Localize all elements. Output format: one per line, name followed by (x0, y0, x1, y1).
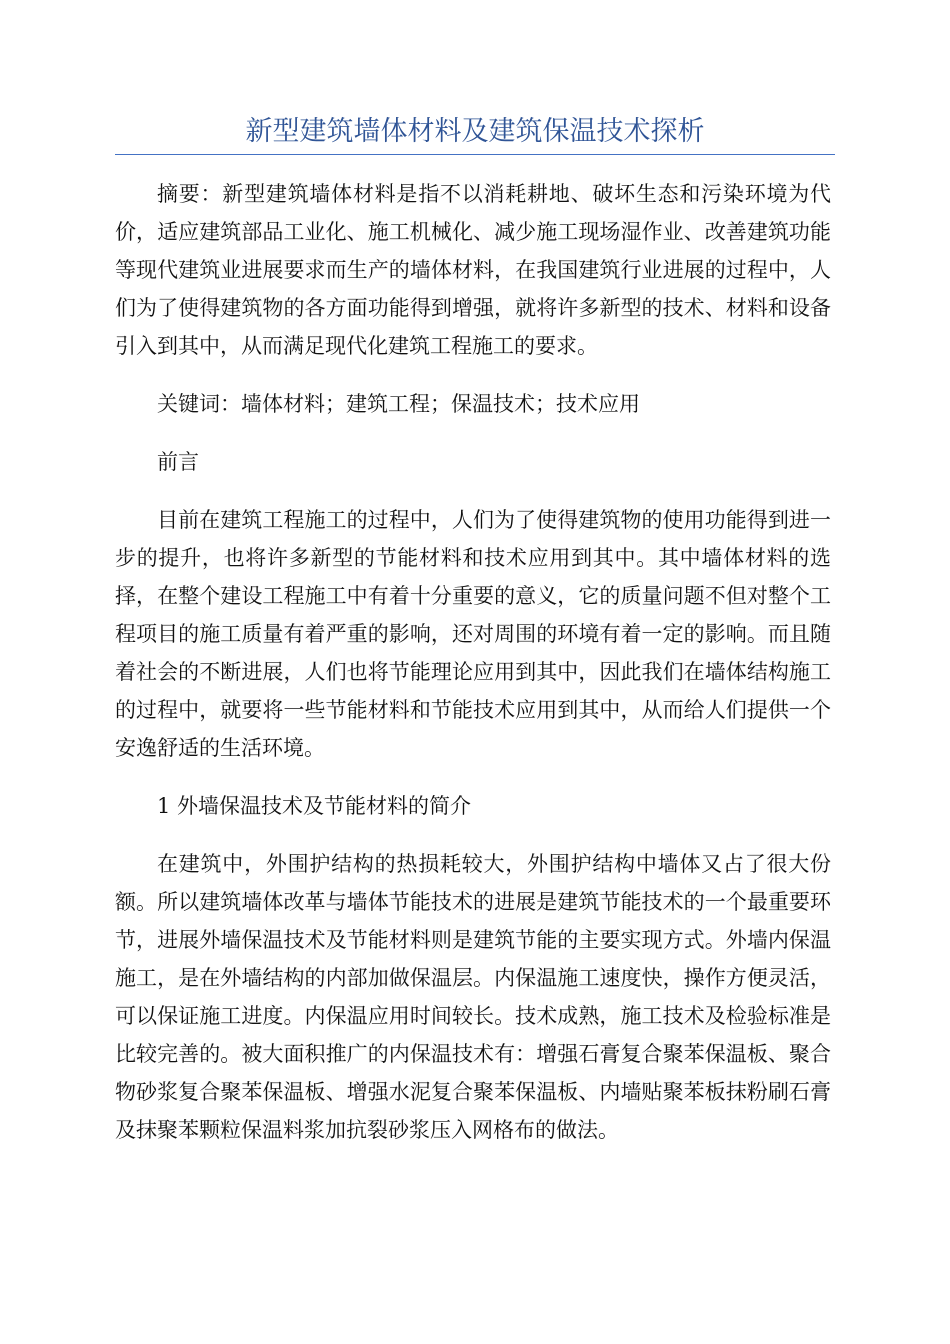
title-block (115, 110, 835, 155)
abstract-paragraph: 摘要：新型建筑墙体材料是指不以消耗耕地、破坏生态和污染环境为代价，适应建筑部品工业化、施工机械化、减少施工现场湿作业、改善建筑功能等现代建筑业进展要求而生产的墙体材料，在我国建筑行业进展的过程中，人们为了使得建筑物的各方面功能得到增强，就将许多新型的技术、材料和设备引入到其中，从而满足现代化建筑工程施工的要求。 (115, 182, 831, 358)
keywords-line: 关键词：墙体材料；建筑工程；保温技术；技术应用 (157, 392, 640, 416)
preface-heading: 前言 (157, 450, 199, 474)
section-1-heading: 1 外墙保温技术及节能材料的简介 (157, 794, 472, 818)
title-underline (115, 154, 835, 155)
document-body (115, 175, 831, 1169)
section-1-paragraph: 在建筑中，外围护结构的热损耗较大，外围护结构中墙体又占了很大份额。所以建筑墙体改革与墙体节能技术的进展是建筑节能技术的一个最重要环节，进展外墙保温技术及节能材料则是建筑节能的主要实现方式。外墙内保温施工，是在外墙结构的内部加做保温层。内保温施工速度快，操作方便灵活，可以保证施工进度。内保温应用时间较长。技术成熟，施工技术及检验标准是比较完善的。被大面积推广的内保温技术有：增强石膏复合聚苯保温板、聚合物砂浆复合聚苯保温板、增强水泥复合聚苯保温板、内墙贴聚苯板抹粉刷石膏及抹聚苯颗粒保温料浆加抗裂砂浆压入网格布的做法。 (115, 852, 831, 1142)
preface-paragraph: 目前在建筑工程施工的过程中，人们为了使得建筑物的使用功能得到进一步的提升，也将许多新型的节能材料和技术应用到其中。其中墙体材料的选择，在整个建设工程施工中有着十分重要的意义，它的质量问题不但对整个工程项目的施工质量有着严重的影响，还对周围的环境有着一定的影响。而且随着社会的不断进展，人们也将节能理论应用到其中，因此我们在墙体结构施工的过程中，就要将一些节能材料和节能技术应用到其中，从而给人们提供一个安逸舒适的生活环境。 (115, 508, 831, 760)
document-title: 新型建筑墙体材料及建筑保温技术探析 (245, 116, 705, 147)
